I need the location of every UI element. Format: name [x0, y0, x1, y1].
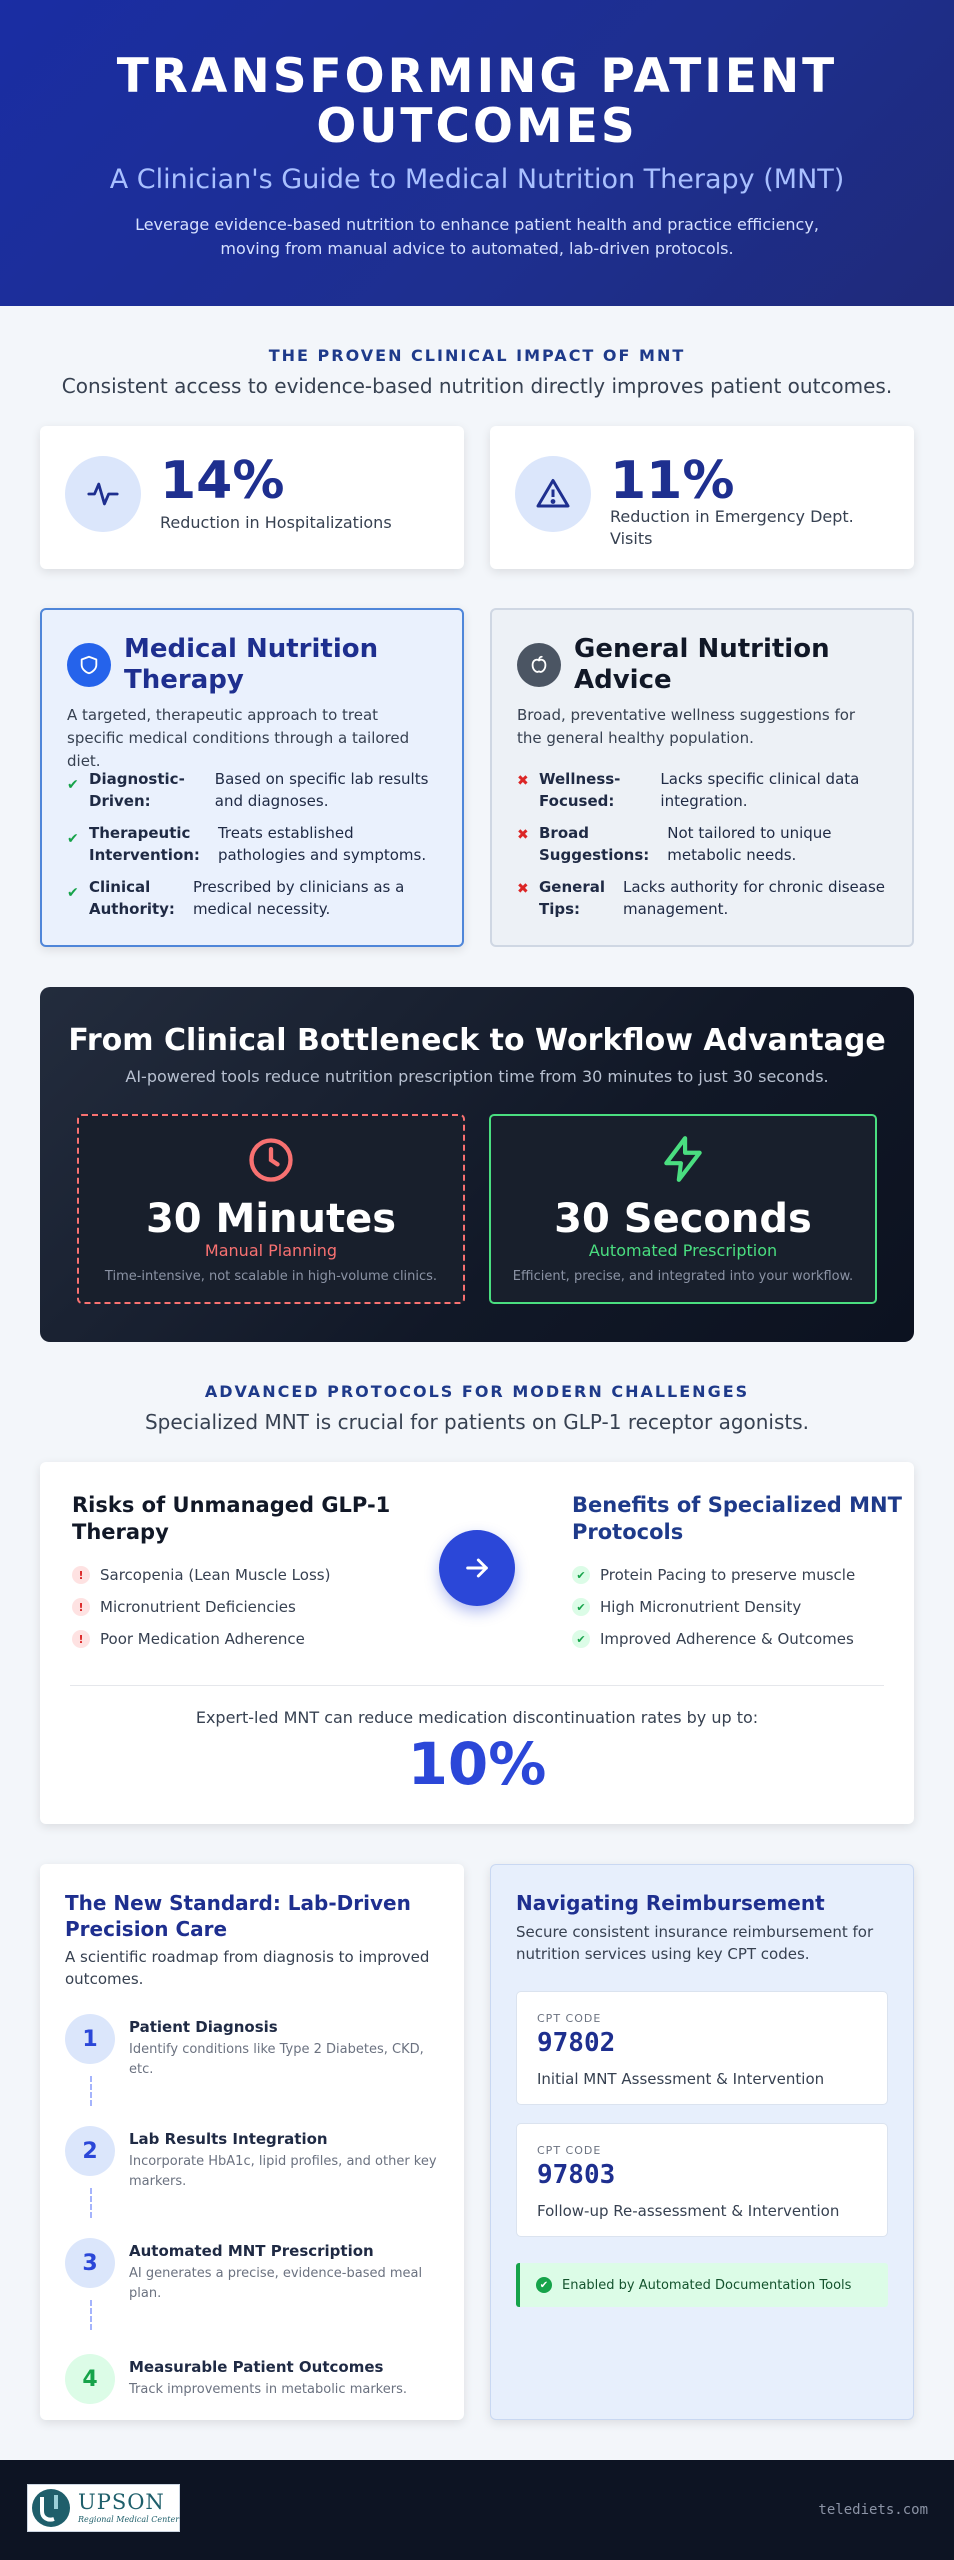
- arrow-right-icon: [439, 1530, 515, 1606]
- step-title: Lab Results Integration: [129, 2130, 328, 2148]
- stat-label: Reduction in Emergency Dept. Visits: [610, 507, 854, 548]
- step-connector: [90, 2188, 92, 2218]
- mnt-title: Medical Nutrition Therapy: [124, 634, 379, 695]
- reimbursement-description: Secure consistent insurance reimbursement for nutrition services using key CPT codes.: [516, 1923, 874, 1963]
- footer-site-link[interactable]: telediets.com: [818, 2502, 928, 2518]
- list-item: ✖ Wellness- Focused: Lacks specific clinical data integration.: [517, 770, 860, 810]
- auto-note: Efficient, precise, and integrated into your workflow.: [512, 1269, 854, 1284]
- stat-card-emergency: [490, 426, 914, 569]
- cpt-code-card: [516, 2123, 888, 2237]
- check-icon: ✔: [572, 1630, 590, 1648]
- glp1-card: [40, 1462, 914, 1824]
- protocols-eyebrow: ADVANCED PROTOCOLS FOR MODERN CHALLENGES: [204, 1382, 750, 1401]
- step-number: 2: [65, 2126, 115, 2176]
- step-description: Identify conditions like Type 2 Diabetes, CKD, etc.: [129, 2042, 424, 2077]
- lab-driven-title: The New Standard: Lab-Driven Precision Care: [65, 1891, 411, 1941]
- general-description: Broad, preventative wellness suggestions for the general healthy population.: [517, 706, 856, 747]
- list-item: ! Poor Medication Adherence: [72, 1623, 330, 1655]
- check-icon: ✔: [572, 1598, 590, 1616]
- lab-driven-card: [40, 1864, 464, 2420]
- check-icon: ✔: [572, 1566, 590, 1584]
- mnt-card: [40, 608, 464, 947]
- stat-value: 14%: [160, 451, 285, 511]
- risks-title: Risks of Unmanaged GLP-1 Therapy: [72, 1493, 391, 1544]
- workflow-panel: [40, 987, 914, 1342]
- reimbursement-title: Navigating Reimbursement: [516, 1891, 825, 1915]
- step-number: 1: [65, 2014, 115, 2064]
- logo-subtitle: Regional Medical Center: [78, 2515, 180, 2524]
- apple-icon: [517, 643, 561, 687]
- general-feature-list: [517, 768, 892, 930]
- x-icon: ✖: [517, 827, 529, 843]
- pulse-icon: [65, 456, 141, 532]
- cpt-label: CPT CODE: [537, 2144, 602, 2157]
- general-title: General Nutrition Advice: [574, 634, 830, 695]
- warning-icon: [515, 456, 591, 532]
- list-item: ✔ Diagnostic- Driven: Based on specific lab results and diagnoses.: [67, 770, 429, 810]
- cpt-code: 97802: [537, 2028, 616, 2058]
- auto-time: 30 Seconds: [554, 1196, 812, 1242]
- step-connector: [90, 2300, 92, 2330]
- step-title: Measurable Patient Outcomes: [129, 2358, 384, 2376]
- step-description: AI generates a precise, evidence-based meal plan.: [129, 2266, 423, 2301]
- list-item: ✔ Improved Adherence & Outcomes: [572, 1623, 855, 1655]
- list-item: ✔ Protein Pacing to preserve muscle: [572, 1559, 855, 1591]
- protocols-subtitle: Specialized MNT is crucial for patients on GLP-1 receptor agonists.: [144, 1410, 810, 1434]
- impact-header: [0, 346, 954, 398]
- list-item: ✖ Broad Suggestions: Not tailored to unique metabolic needs.: [517, 824, 832, 864]
- logo-emblem-icon: [28, 2485, 74, 2531]
- cpt-code-card: [516, 1991, 888, 2105]
- step-connector: [90, 2076, 92, 2106]
- protocols-header: [0, 1382, 954, 1434]
- benefits-title: Benefits of Specialized MNT Protocols: [572, 1493, 902, 1544]
- upson-logo: [27, 2484, 180, 2532]
- clock-icon: [79, 1134, 463, 1186]
- cpt-code: 97803: [537, 2160, 616, 2190]
- risks-list: [72, 1559, 330, 1655]
- step-description: Track improvements in metabolic markers.: [129, 2382, 407, 2397]
- check-icon: ✔: [67, 885, 79, 901]
- hero-description: Leverage evidence-based nutrition to enhance patient health and practice efficiency, moving from manual advice to automated, lab-driven protocols.: [135, 215, 819, 258]
- list-item: ! Sarcopenia (Lean Muscle Loss): [72, 1559, 330, 1591]
- enabled-banner: ✔ Enabled by Automated Documentation Tools: [516, 2263, 888, 2307]
- list-item: ✔ High Micronutrient Density: [572, 1591, 855, 1623]
- auto-label: Automated Prescription: [588, 1241, 778, 1260]
- stat-label: Reduction in Hospitalizations: [160, 513, 392, 532]
- step-title: Patient Diagnosis: [129, 2018, 278, 2036]
- list-item: ! Micronutrient Deficiencies: [72, 1591, 330, 1623]
- page-title: TRANSFORMING PATIENT OUTCOMES: [116, 49, 838, 154]
- automated-prescription-box: [489, 1114, 877, 1304]
- benefits-list: [572, 1559, 855, 1655]
- lightning-icon: [491, 1134, 875, 1184]
- check-icon: ✔: [67, 777, 79, 793]
- cpt-description: Follow-up Re-assessment & Intervention: [537, 2202, 840, 2220]
- alert-icon: !: [72, 1630, 90, 1648]
- list-item: ✖ General Tips: Lacks authority for chronic disease management.: [517, 878, 886, 918]
- list-item: ✔ Therapeutic Intervention: Treats established pathologies and symptoms.: [67, 824, 427, 864]
- page-subtitle: A Clinician's Guide to Medical Nutrition Therapy (MNT): [109, 164, 845, 195]
- general-card: [490, 608, 914, 947]
- discontinuation-text: Expert-led MNT can reduce medication discontinuation rates by up to:: [195, 1708, 759, 1727]
- x-icon: ✖: [517, 773, 529, 789]
- impact-eyebrow: THE PROVEN CLINICAL IMPACT OF MNT: [268, 346, 686, 365]
- alert-icon: !: [72, 1566, 90, 1584]
- divider: [70, 1685, 884, 1686]
- workflow-title: From Clinical Bottleneck to Workflow Advantage: [68, 1023, 886, 1058]
- discontinuation-value: 10%: [407, 1730, 547, 1798]
- mnt-description: A targeted, therapeutic approach to treat specific medical conditions through a tailored diet.: [67, 706, 410, 770]
- manual-label: Manual Planning: [204, 1241, 338, 1260]
- shield-icon: [67, 643, 111, 687]
- lab-driven-description: A scientific roadmap from diagnosis to improved outcomes.: [65, 1948, 430, 1988]
- stat-card-hospitalizations: [40, 426, 464, 569]
- manual-time: 30 Minutes: [145, 1196, 397, 1242]
- alert-icon: !: [72, 1598, 90, 1616]
- workflow-subtitle: AI-powered tools reduce nutrition prescription time from 30 minutes to just 30 seconds.: [125, 1067, 829, 1086]
- check-icon: ✔: [67, 831, 79, 847]
- manual-planning-box: [77, 1114, 465, 1304]
- list-item: ✔ Clinical Authority: Prescribed by clinicians as a medical necessity.: [67, 878, 405, 918]
- reimbursement-card: [490, 1864, 914, 2420]
- impact-subtitle: Consistent access to evidence-based nutrition directly improves patient outcomes.: [61, 374, 893, 398]
- hero-banner: [0, 0, 954, 306]
- cpt-label: CPT CODE: [537, 2012, 602, 2025]
- step-number: 4: [65, 2354, 115, 2404]
- step-description: Incorporate HbA1c, lipid profiles, and other key markers.: [129, 2154, 437, 2189]
- x-icon: ✖: [517, 881, 529, 897]
- stat-value: 11%: [610, 451, 735, 511]
- step-number: 3: [65, 2238, 115, 2288]
- check-circle-icon: ✔: [536, 2277, 552, 2293]
- step-title: Automated MNT Prescription: [129, 2242, 374, 2260]
- cpt-description: Initial MNT Assessment & Intervention: [537, 2070, 825, 2088]
- mnt-feature-list: [67, 768, 442, 930]
- manual-note: Time-intensive, not scalable in high-volume clinics.: [104, 1269, 438, 1284]
- logo-name: UPSON: [78, 2490, 165, 2514]
- footer: [0, 2460, 954, 2560]
